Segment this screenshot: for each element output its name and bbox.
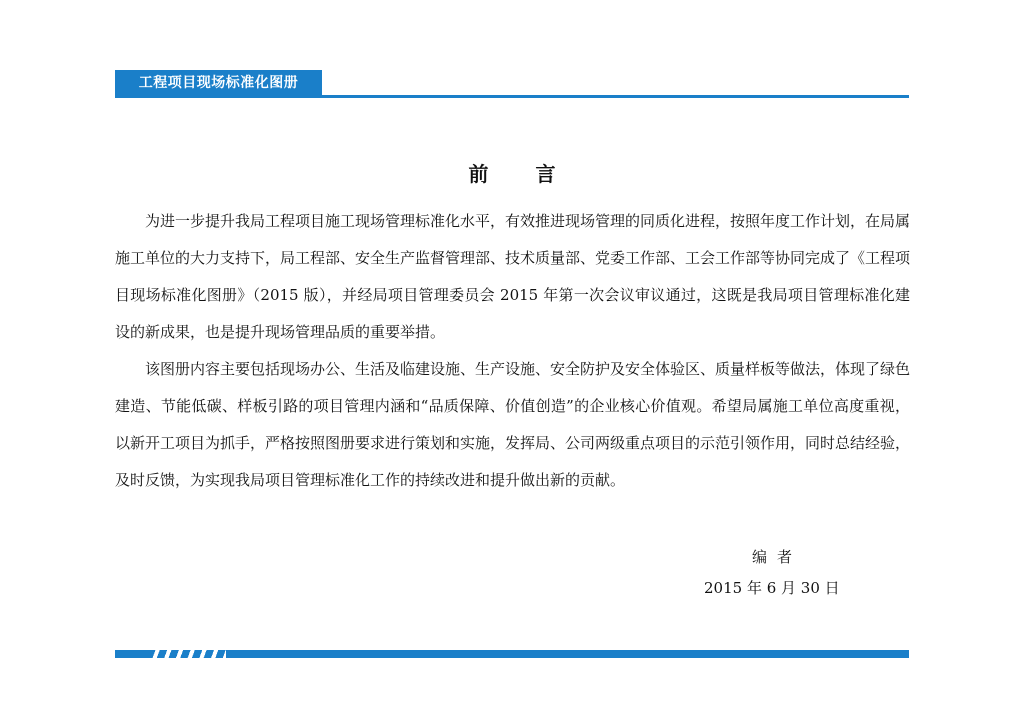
preface-paragraph-2: 该图册内容主要包括现场办公、生活及临建设施、生产设施、安全防护及安全体验区、质量样板等做法，体现了绿色建造、节能低碳、样板引路的项目管理内涵和“品质保障、价值创造”的企业核心价值观。希望局属施工单位高度重视，以新开工项目为抓手，严格按照图册要求进行策划和实施，发挥局、公司两级重点项目的示范引领作用，同时总结经验，及时反馈，为实现我局项目管理标准化工作的持续改进和提升做出新的贡献。 <box>115 360 911 489</box>
preface-body <box>115 203 910 499</box>
footer-bar <box>115 650 909 658</box>
preface-paragraph-1: 为进一步提升我局工程项目施工现场管理标准化水平，有效推进现场管理的同质化进程，按照年度工作计划，在局属施工单位的大力支持下，局工程部、安全生产监督管理部、技术质量部、党委工作部、工会工作部等协同完成了《工程项目现场标准化图册》（2015 版），并经局项目管理委员会 2015 年第一次会议审议通过，这既是我局项目管理标准化建设的新成果，也是提升现场管理品质的重要举措。 <box>115 212 911 341</box>
footer-stripe-decoration <box>148 650 226 658</box>
document-date: 2015 年 6 月 30 日 <box>704 579 840 597</box>
header-title-tab: 工程项目现场标准化图册 <box>115 70 322 97</box>
page-title: 前 言 <box>468 162 576 186</box>
author-signature: 编者 <box>752 548 803 566</box>
header-divider <box>115 95 909 98</box>
